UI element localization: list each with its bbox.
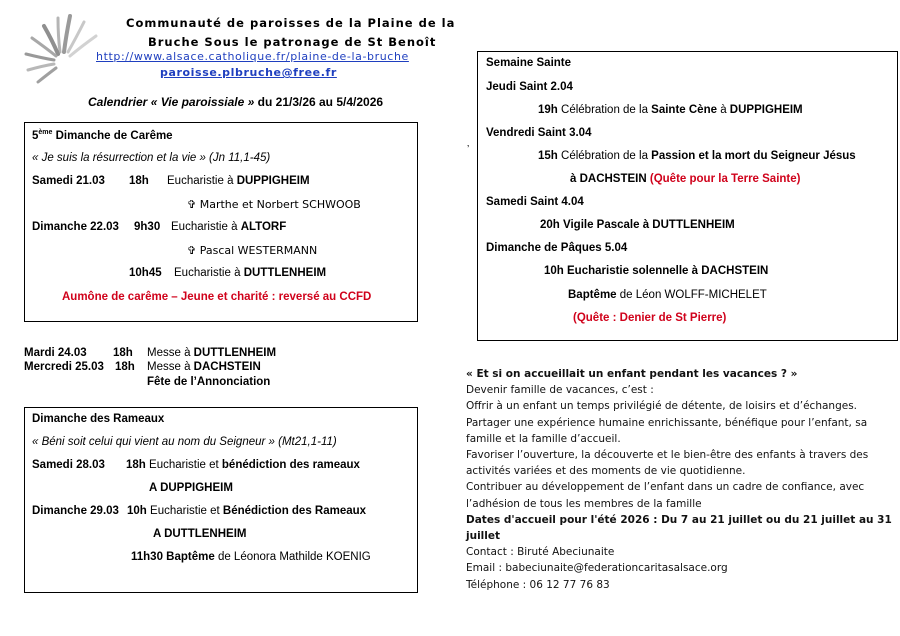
vacances-phone: Téléphone : 06 12 77 76 83	[466, 578, 610, 591]
quete-denier: (Quête : Denier de St Pierre)	[573, 312, 727, 324]
parish-logo-leaves	[18, 12, 104, 90]
baptism-wolff: Baptême de Léon WOLFF-MICHELET	[568, 289, 767, 301]
sun-22-second-service: Eucharistie à DUTTLENHEIM	[174, 267, 327, 279]
vacances-line: Offrir à un enfant un temps privilégié de détente, de loisirs et d’échanges.	[466, 400, 858, 413]
stray-comma: ‚	[467, 138, 470, 149]
vacances-contact: Contact : Biruté Abeciunaite	[466, 546, 615, 559]
sun-22-memorial: ✞ Pascal WESTERMANN	[187, 244, 318, 257]
sat-21-service: Eucharistie à DUPPIGHEIM	[167, 175, 310, 187]
annunciation-feast: Fête de l’Annonciation	[147, 376, 271, 388]
semaine-sainte-title: Semaine Sainte	[486, 57, 572, 69]
sat-21-day: Samedi 21.03	[32, 175, 105, 187]
sun-22-day: Dimanche 22.03	[32, 221, 119, 233]
vacances-line: Devenir famille de vacances, c’est :	[466, 384, 654, 397]
tue-24-service: Messe à DUTTLENHEIM	[147, 347, 277, 359]
careme-box	[24, 122, 418, 322]
wed-25-day: Mercredi 25.03	[24, 361, 104, 373]
vendredi-saint-place: à DACHSTEIN (Quête pour la Terre Sainte)	[570, 173, 801, 185]
sat-28-day: Samedi 28.03	[32, 459, 105, 471]
baptism-koenig: 11h30 Baptême de Léonora Mathilde KOENIG	[131, 551, 371, 563]
sat-28-place: A DUPPIGHEIM	[149, 482, 233, 494]
jeudi-saint-service: 19h Célébration de la Sainte Cène à DUPPIGHEIM	[538, 104, 803, 116]
vendredi-saint-heading: Vendredi Saint 3.04	[486, 127, 592, 139]
organization-name	[126, 14, 455, 52]
email-link[interactable]: paroisse.plbruche@free.fr	[160, 66, 337, 79]
jeudi-saint-heading: Jeudi Saint 2.04	[486, 81, 573, 93]
samedi-saint-heading: Samedi Saint 4.04	[486, 196, 584, 208]
sat-21-memorial: ✞ Marthe et Norbert SCHWOOB	[187, 198, 361, 211]
vacances-line: Contribuer au développement de l’enfant dans un cadre de confiance, avec	[466, 481, 865, 494]
vacances-line: l’adhésion de tous les membres de la famille	[466, 497, 702, 510]
paques-heading: Dimanche de Pâques 5.04	[486, 242, 628, 254]
vigile-pascale: 20h Vigile Pascale à DUTTLENHEIM	[540, 219, 735, 231]
sun-22-time: 9h30	[134, 221, 161, 233]
vacances-dates: Dates d'accueil pour l'été 2026 : Du 7 au 21 juillet ou du 21 juillet au 31	[466, 513, 892, 526]
sun-29-day: Dimanche 29.03	[32, 505, 119, 517]
org-line-1: Communauté de paroisses de la Plaine de la	[126, 16, 456, 30]
calendar-dates: du 21/3/26 au 5/4/2026	[254, 95, 384, 109]
sun-22-second-time: 10h45	[129, 267, 162, 279]
vacances-line: Partager une expérience humaine enrichissante, bénéfique pour l’enfant, sa	[466, 416, 868, 429]
vacances-line: famille et la famille d’accueil.	[466, 432, 621, 445]
rameaux-title: Dimanche des Rameaux	[32, 413, 165, 425]
sat-28-service: 18h Eucharistie et bénédiction des rameaux	[126, 459, 360, 471]
tue-24-time: 18h	[113, 347, 133, 359]
vacances-line: Favoriser l’ouverture, la découverte et le bien-être des enfants à travers des	[466, 449, 869, 462]
org-line-2: Bruche Sous le patronage de St Benoît	[148, 35, 437, 49]
sun-22-service: Eucharistie à ALTORF	[171, 221, 287, 233]
wed-25-time: 18h	[115, 361, 135, 373]
vacances-section	[466, 366, 892, 593]
rameaux-box	[24, 407, 418, 593]
vacances-line: activités variées et des moments de vie quotidienne.	[466, 465, 746, 478]
wed-25-service: Messe à DACHSTEIN	[147, 361, 261, 373]
vacances-title: « Et si on accueillait un enfant pendant les vacances ? »	[466, 368, 798, 380]
calendar-heading	[88, 95, 383, 109]
semaine-sainte-box	[477, 51, 898, 341]
website-link[interactable]: http://www.alsace.catholique.fr/plaine-de-la-bruche	[96, 50, 409, 63]
sun-29-service: 10h Eucharistie et Bénédiction des Rameaux	[127, 505, 367, 517]
paques-eucharistie: 10h Eucharistie solennelle à DACHSTEIN	[544, 265, 769, 277]
vacances-dates-cont: juillet	[466, 530, 501, 543]
careme-quote: « Je suis la résurrection et la vie » (Jn 11,1-45)	[32, 152, 271, 164]
careme-alms: Aumône de carême – Jeune et charité : reversé au CCFD	[62, 291, 372, 303]
sun-29-place: A DUTTLENHEIM	[153, 528, 247, 540]
calendar-title: Calendrier « Vie paroissiale »	[88, 95, 255, 109]
vacances-email[interactable]: Email : babeciunaite@federationcaritasalsace.org	[466, 562, 728, 575]
tue-24-day: Mardi 24.03	[24, 347, 87, 359]
sat-21-time: 18h	[129, 175, 149, 187]
careme-title: 5ème Dimanche de Carême	[32, 129, 173, 142]
rameaux-quote: « Béni soit celui qui vient au nom du Seigneur » (Mt21,1-11)	[32, 436, 337, 448]
vendredi-saint-service: 15h Célébration de la Passion et la mort du Seigneur Jésus	[538, 150, 856, 162]
